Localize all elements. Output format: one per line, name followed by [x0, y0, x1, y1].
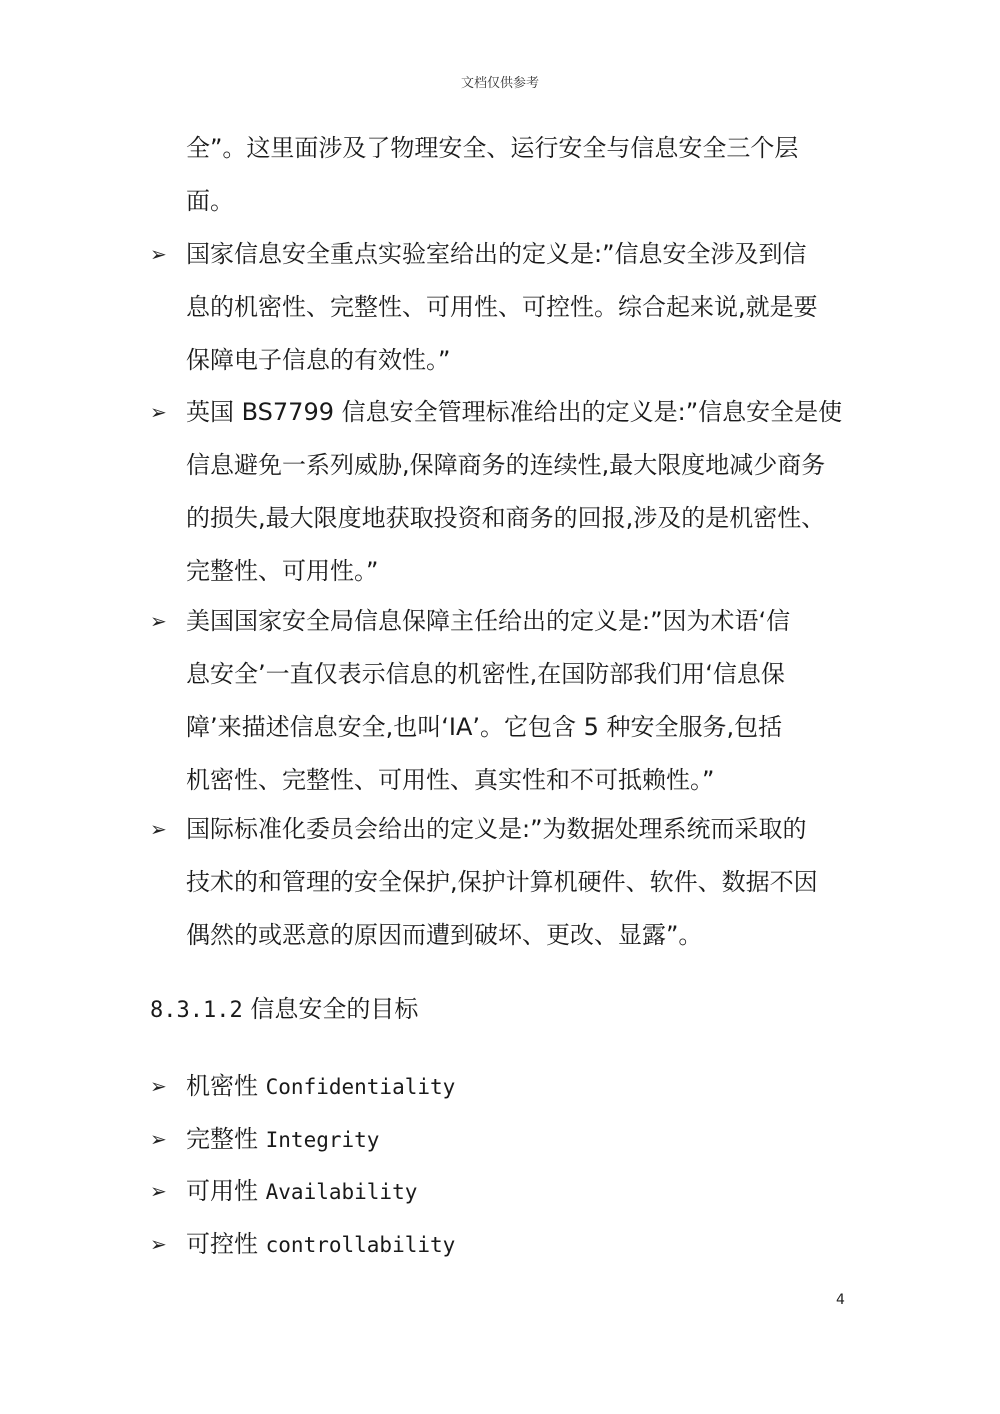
goal-item	[0, 1060, 1000, 1113]
goal-zh: 可控性	[186, 1230, 258, 1258]
intro-paragraph	[186, 122, 851, 228]
text-line: 保障电子信息的有效性。”	[186, 346, 451, 374]
goal-zh: 机密性	[186, 1072, 258, 1100]
bullet-arrow-icon: ➢	[150, 609, 167, 633]
text-line: 国家信息安全重点实验室给出的定义是:”信息安全涉及到信	[186, 240, 807, 268]
text-line: 全”。这里面涉及了物理安全、运行安全与信息安全三个层	[186, 134, 799, 162]
definition-item	[186, 803, 851, 962]
text-line: 完整性、可用性。”	[186, 557, 379, 585]
text-line: 息的机密性、完整性、可用性、可控性。综合起来说,就是要	[186, 293, 818, 321]
text-line: 偶然的或恶意的原因而遭到破坏、更改、显露”。	[186, 921, 703, 949]
goal-zh: 可用性	[186, 1177, 258, 1205]
bullet-arrow-icon: ➢	[150, 1232, 167, 1256]
section-title: 信息安全的目标	[250, 995, 419, 1023]
text-line: 面。	[186, 187, 234, 215]
goal-item	[0, 1113, 1000, 1166]
goal-zh: 完整性	[186, 1125, 258, 1153]
text-line: 信息避免一系列威胁,保障商务的连续性,最大限度地减少商务	[186, 451, 826, 479]
goal-item	[0, 1218, 1000, 1271]
bullet-arrow-icon: ➢	[150, 1179, 167, 1203]
bullet-arrow-icon: ➢	[150, 1127, 167, 1151]
goal-en: Availability	[265, 1180, 418, 1204]
section-number: 8.3.1.2	[150, 998, 243, 1023]
text-line: 英国 BS7799 信息安全管理标准给出的定义是:”信息安全是使	[186, 398, 843, 426]
bullet-arrow-icon: ➢	[150, 400, 167, 424]
page-header: 文档仅供参考	[460, 76, 539, 91]
page-number: 4	[836, 1292, 845, 1308]
bullet-arrow-icon: ➢	[150, 1074, 167, 1098]
text-line: 机密性、完整性、可用性、真实性和不可抵赖性。”	[186, 766, 715, 794]
bullet-arrow-icon: ➢	[150, 817, 167, 841]
definition-item	[186, 228, 851, 387]
text-line: 障’来描述信息安全,也叫‘IA’。它包含 5 种安全服务,包括	[186, 713, 783, 741]
text-line: 技术的和管理的安全保护,保护计算机硬件、软件、数据不因	[186, 868, 818, 896]
text-line: 的损失,最大限度地获取投资和商务的回报,涉及的是机密性、	[186, 504, 826, 532]
bullet-arrow-icon: ➢	[150, 242, 167, 266]
definition-item	[186, 386, 851, 598]
text-line: 息安全’一直仅表示信息的机密性,在国防部我们用‘信息保	[186, 660, 785, 688]
text-line: 美国国家安全局信息保障主任给出的定义是:”因为术语‘信	[186, 607, 791, 635]
goal-item	[0, 1165, 1000, 1218]
definition-item	[186, 595, 851, 807]
goal-en: controllability	[265, 1233, 456, 1257]
text-line: 国际标准化委员会给出的定义是:”为数据处理系统而采取的	[186, 815, 807, 843]
goal-en: Confidentiality	[265, 1075, 456, 1099]
goal-en: Integrity	[265, 1128, 380, 1152]
section-heading	[150, 983, 418, 1037]
